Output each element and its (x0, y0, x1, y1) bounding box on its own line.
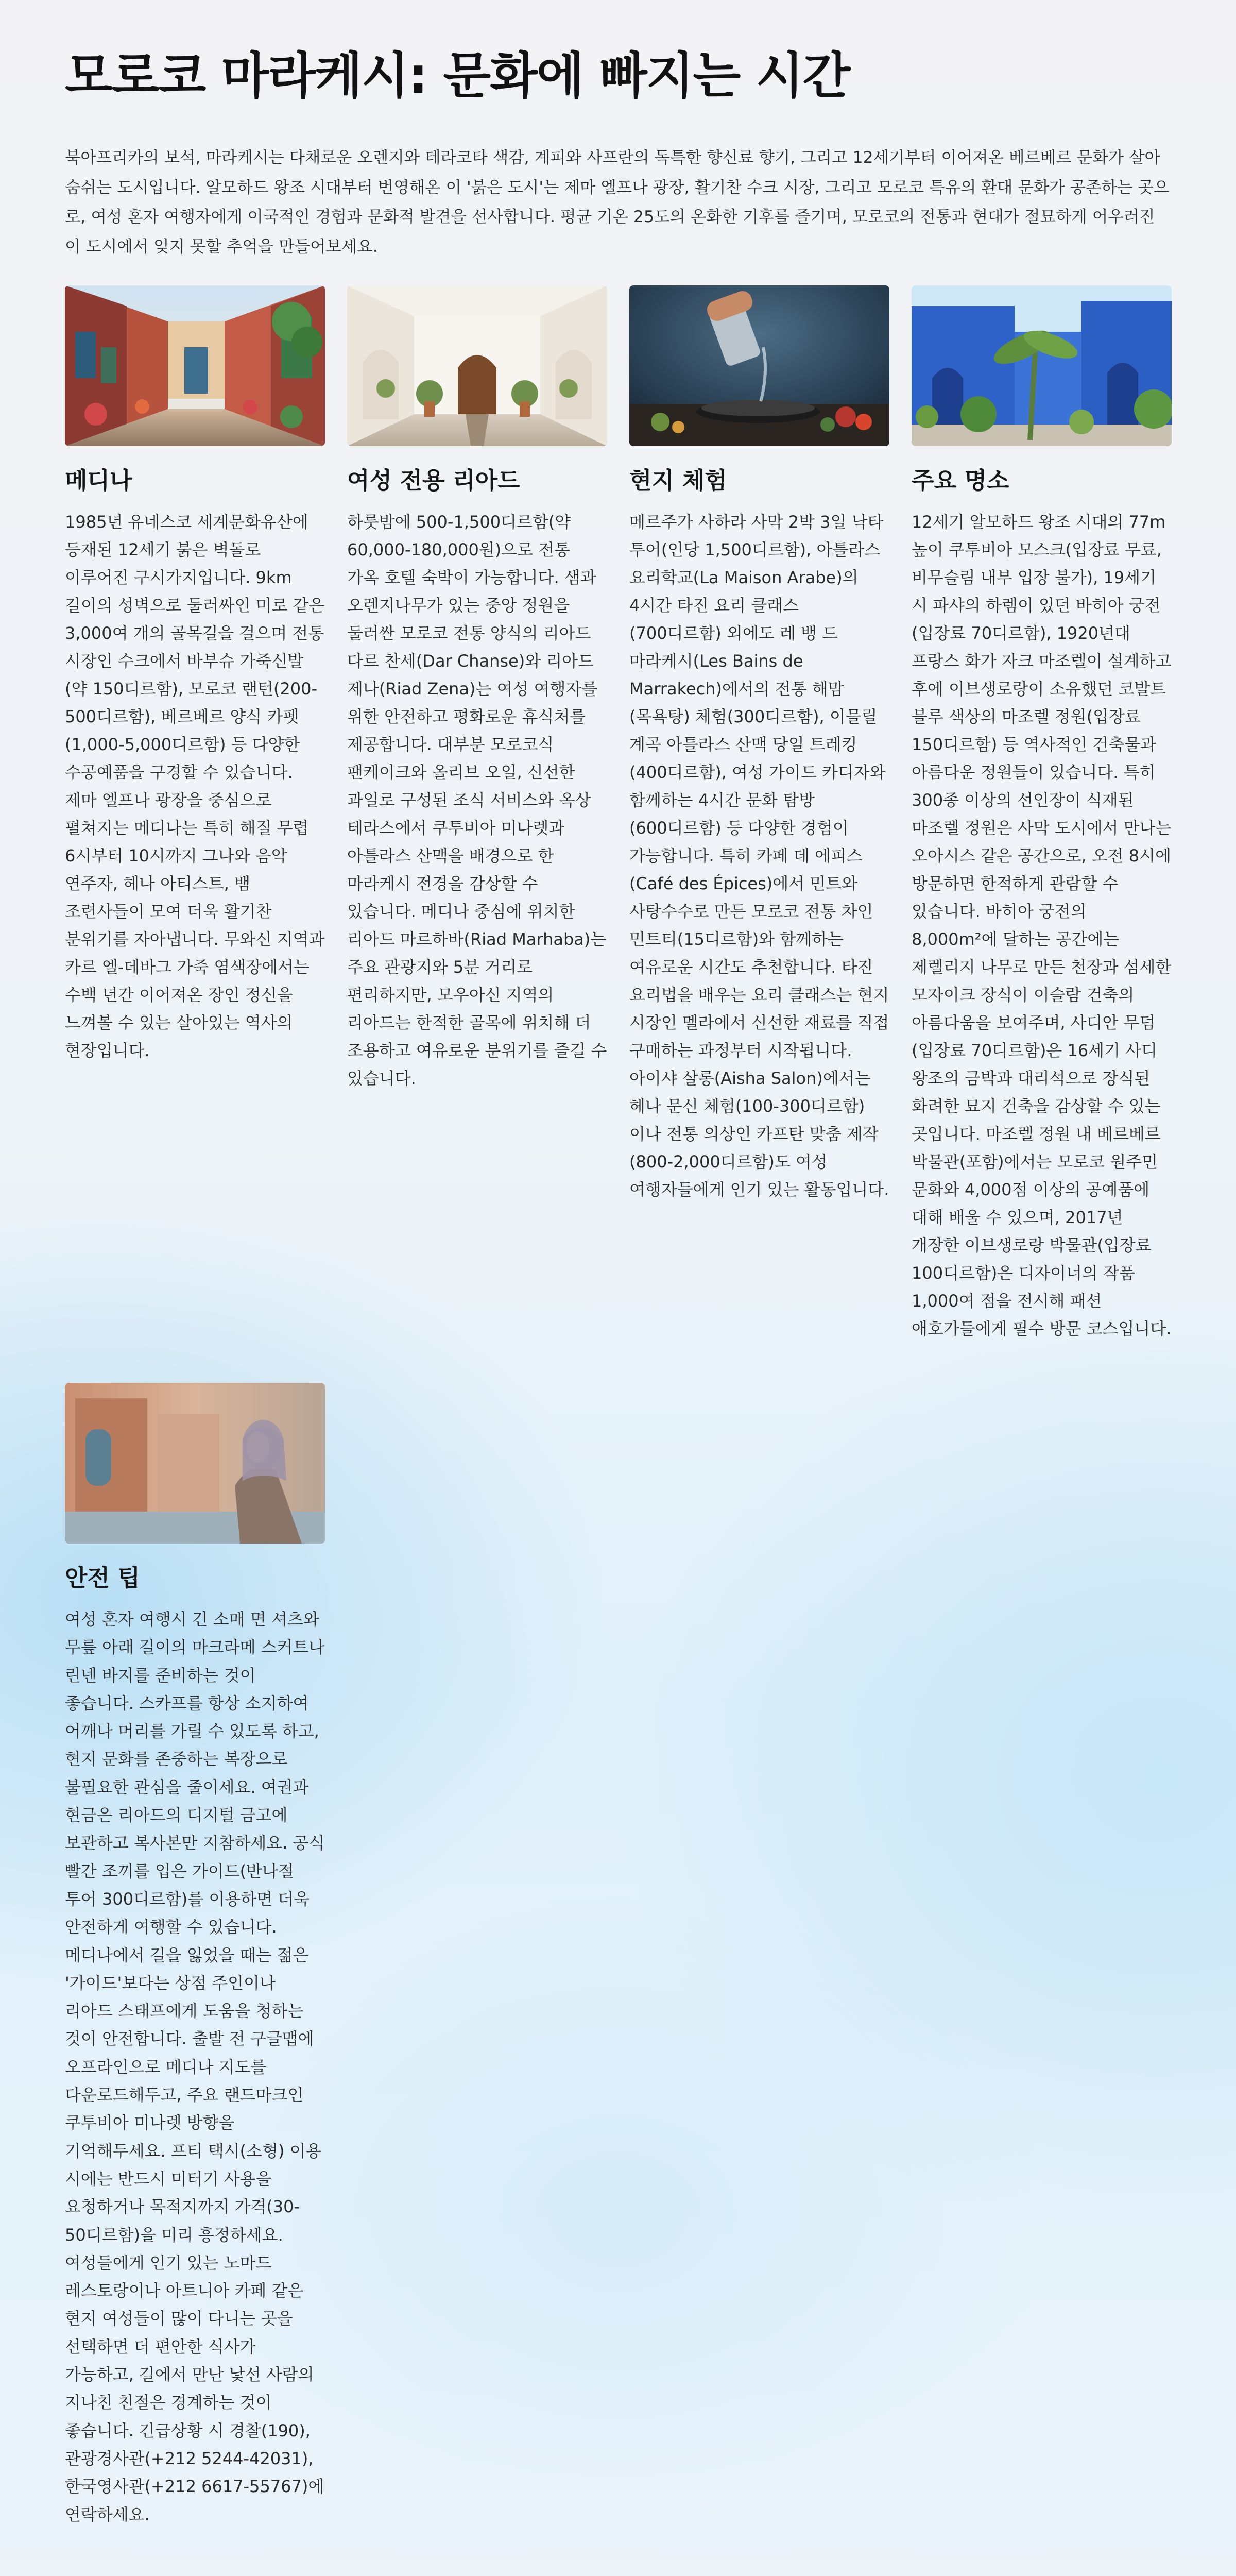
cooking-class-photo (629, 285, 889, 446)
card-local-experience (629, 285, 889, 1343)
card-title: 여성 전용 리아드 (347, 467, 520, 494)
majorelle-garden-image (912, 285, 1172, 446)
page-title: 모로코 마라케시: 문화에 빠지는 시간 (65, 47, 850, 105)
woman-traveler-image (65, 1383, 325, 1544)
medina-alley-image (65, 285, 325, 446)
card-medina (65, 285, 325, 1343)
intro-paragraph: 북아프리카의 보석, 마라케시는 다채로운 오렌지와 테라코타 색감, 계피와 사프란의 독특한 향신료 향기, 그리고 12세기부터 이어져온 베르베르 문화가 살아 숨쉬는 도시입니다. 알모하드 왕조 시대부터 번영해온 이 '붉은 도시'는 제마 엘프나 광장, 활기찬 수크 시장, 그리고 모로코 특유의 환대 문화가 공존하는 곳으로, 여성 혼자 여행자에게 이국적인 경험과 문화적 발견을 선사합니다. 평균 기온 25도의 온화한 기후를 즐기며, 모로코의 전통과 현대가 절묘하게 어우러진 이 도시에서 잊지 못할 추억을 만들어보세요. (65, 148, 1170, 256)
card-body: 여성 혼자 여행시 긴 소매 면 셔츠와 무릎 아래 길이의 마크라메 스커트나 린넨 바지를 준비하는 것이 좋습니다. 스카프를 항상 소지하여 어깨나 머리를 가릴 수 있도록 하고, 현지 문화를 존중하는 복장으로 불필요한 관심을 줄이세요. 여권과 현금은 리아드의 디지털 금고에 보관하고 복사본만 지참하세요. 공식 빨간 조끼를 입은 가이드(반나절 투어 300디르함)를 이용하면 더욱 안전하게 여행할 수 있습니다. 메디나에서 길을 잃었을 때는 젊은 '가이드'보다는 상점 주인이나 리아드 스태프에게 도움을 청하는 것이 안전합니다. 출발 전 구글맵에 오프라인으로 메디나 지도를 다운로드해두고, 주요 랜드마크인 쿠투비아 미나렛 방향을 기억해두세요. 프티 택시(소형) 이용 시에는 반드시 미터기 사용을 요청하거나 목적지까지 가격(30-50디르함)을 미리 흥정하세요. 여성들에게 인기 있는 노마드 레스토랑이나 아트니아 카페 같은 현지 여성들이 많이 다니는 곳을 선택하면 더 편안한 식사가 가능하고, 길에서 만난 낯선 사람의 지나친 친절은 경계하는 것이 좋습니다. 긴급상황 시 경찰(190), 관광경사관(+212 5244-42031), 한국영사관(+212 6617-55767)에 연락하세요. (65, 1609, 325, 2524)
card-title: 주요 명소 (912, 467, 1009, 494)
woman-traveler-photo (65, 1383, 325, 1544)
card-body: 1985년 유네스코 세계문화유산에 등재된 12세기 붉은 벽돌로 이루어진 구시가지입니다. 9km 길이의 성벽으로 둘러싸인 미로 같은 3,000여 개의 골목길을 걸으며 전통 시장인 수크에서 바부슈 가죽신발(약 150디르함), 모로코 랜턴(200-500디르함), 베르베르 양식 카펫(1,000-5,000디르함) 등 다양한 수공예품을 구경할 수 있습니다. 제마 엘프나 광장을 중심으로 펼쳐지는 메디나는 특히 해질 무렵 6시부터 10시까지 그나와 음악 연주자, 헤나 아티스트, 뱀 조련사들이 모여 더욱 활기찬 분위기를 자아냅니다. 무와신 지역과 카르 엘-데바그 가죽 염색장에서는 수백 년간 이어져온 장인 정신을 느껴볼 수 있는 살아있는 역사의 현장입니다. (65, 512, 325, 1060)
card-title: 안전 팁 (65, 1564, 141, 1591)
majorelle-garden-photo (912, 285, 1172, 446)
card-grid (65, 285, 1171, 2529)
medina-alley-photo (65, 285, 325, 446)
card-safety-tips (65, 1383, 325, 2529)
card-title: 메디나 (65, 467, 132, 494)
card-title: 현지 체험 (629, 467, 727, 494)
card-body: 12세기 알모하드 왕조 시대의 77m 높이 쿠투비아 모스크(입장료 무료, 비무슬림 내부 입장 불가), 19세기 시 파샤의 하렘이 있던 바히아 궁전(입장료 70디르함), 1920년대 프랑스 화가 자크 마조렐이 설계하고 후에 이브생로랑이 소유했던 코발트 블루 색상의 마조렐 정원(입장료 150디르함) 등 역사적인 건축물과 아름다운 정원들이 있습니다. 특히 300종 이상의 선인장이 식재된 마조렐 정원은 사막 도시에서 만나는 오아시스 같은 공간으로, 오전 8시에 방문하면 한적하게 관람할 수 있습니다. 바히아 궁전의 8,000m²에 달하는 공간에는 제렐리지 나무로 만든 천장과 섬세한 모자이크 장식이 이슬람 건축의 아름다움을 보여주며, 사디안 무덤(입장료 70디르함)은 16세기 사디 왕조의 금박과 대리석으로 장식된 화려한 묘지 건축을 감상할 수 있는 곳입니다. 마조렐 정원 내 베르베르 박물관(포함)에서는 모로코 원주민 문화와 4,000점 이상의 공예품에 대해 배울 수 있으며, 2017년 개장한 이브생로랑 박물관(입장료 100디르함)은 디자이너의 작품 1,000여 점을 전시해 패션 애호가들에게 필수 방문 코스입니다. (912, 512, 1172, 1338)
card-riad (347, 285, 607, 1343)
riad-courtyard-photo (347, 285, 607, 446)
card-attractions (912, 285, 1172, 1343)
card-body: 메르주가 사하라 사막 2박 3일 낙타 투어(인당 1,500디르함), 아틀라스 요리학교(La Maison Arabe)의 4시간 타진 요리 클래스(700디르함) 외에도 레 뱅 드 마라케시(Les Bains de Marrakech)에서의 전통 해맘(목욕탕) 체험(300디르함), 이믈릴 계곡 아틀라스 산맥 당일 트레킹(400디르함), 여성 가이드 카디자와 함께하는 4시간 문화 탐방(600디르함) 등 다양한 경험이 가능합니다. 특히 카페 데 에피스(Café des Épices)에서 민트와 사탕수수로 만든 모로코 전통 차인 민트티(15디르함)와 함께하는 여유로운 시간도 추천합니다. 타진 요리법을 배우는 요리 클래스는 현지 시장인 멜라에서 신선한 재료를 직접 구매하는 과정부터 시작됩니다. 아이샤 살롱(Aisha Salon)에서는 헤나 문신 체험(100-300디르함)이나 전통 의상인 카프탄 맞춤 제작(800-2,000디르함)도 여성 여행자들에게 인기 있는 활동입니다. (629, 512, 889, 1199)
riad-courtyard-image (347, 285, 607, 446)
card-body: 하룻밤에 500-1,500디르함(약 60,000-180,000원)으로 전통 가옥 호텔 숙박이 가능합니다. 샘과 오렌지나무가 있는 중앙 정원을 둘러싼 모로코 전통 양식의 리아드 다르 찬세(Dar Chanse)와 리아드 제나(Riad Zena)는 여성 여행자를 위한 안전하고 평화로운 휴식처를 제공합니다. 대부분 모로코식 팬케이크와 올리브 오일, 신선한 과일로 구성된 조식 서비스와 옥상 테라스에서 쿠투비아 미나렛과 아틀라스 산맥을 배경으로 한 마라케시 전경을 감상할 수 있습니다. 메디나 중심에 위치한 리아드 마르하바(Riad Marhaba)는 주요 관광지와 5분 거리로 편리하지만, 모우아신 지역의 리아드는 한적한 골목에 위치해 더 조용하고 여유로운 분위기를 즐길 수 있습니다. (347, 512, 607, 1088)
cooking-class-image (629, 285, 889, 446)
